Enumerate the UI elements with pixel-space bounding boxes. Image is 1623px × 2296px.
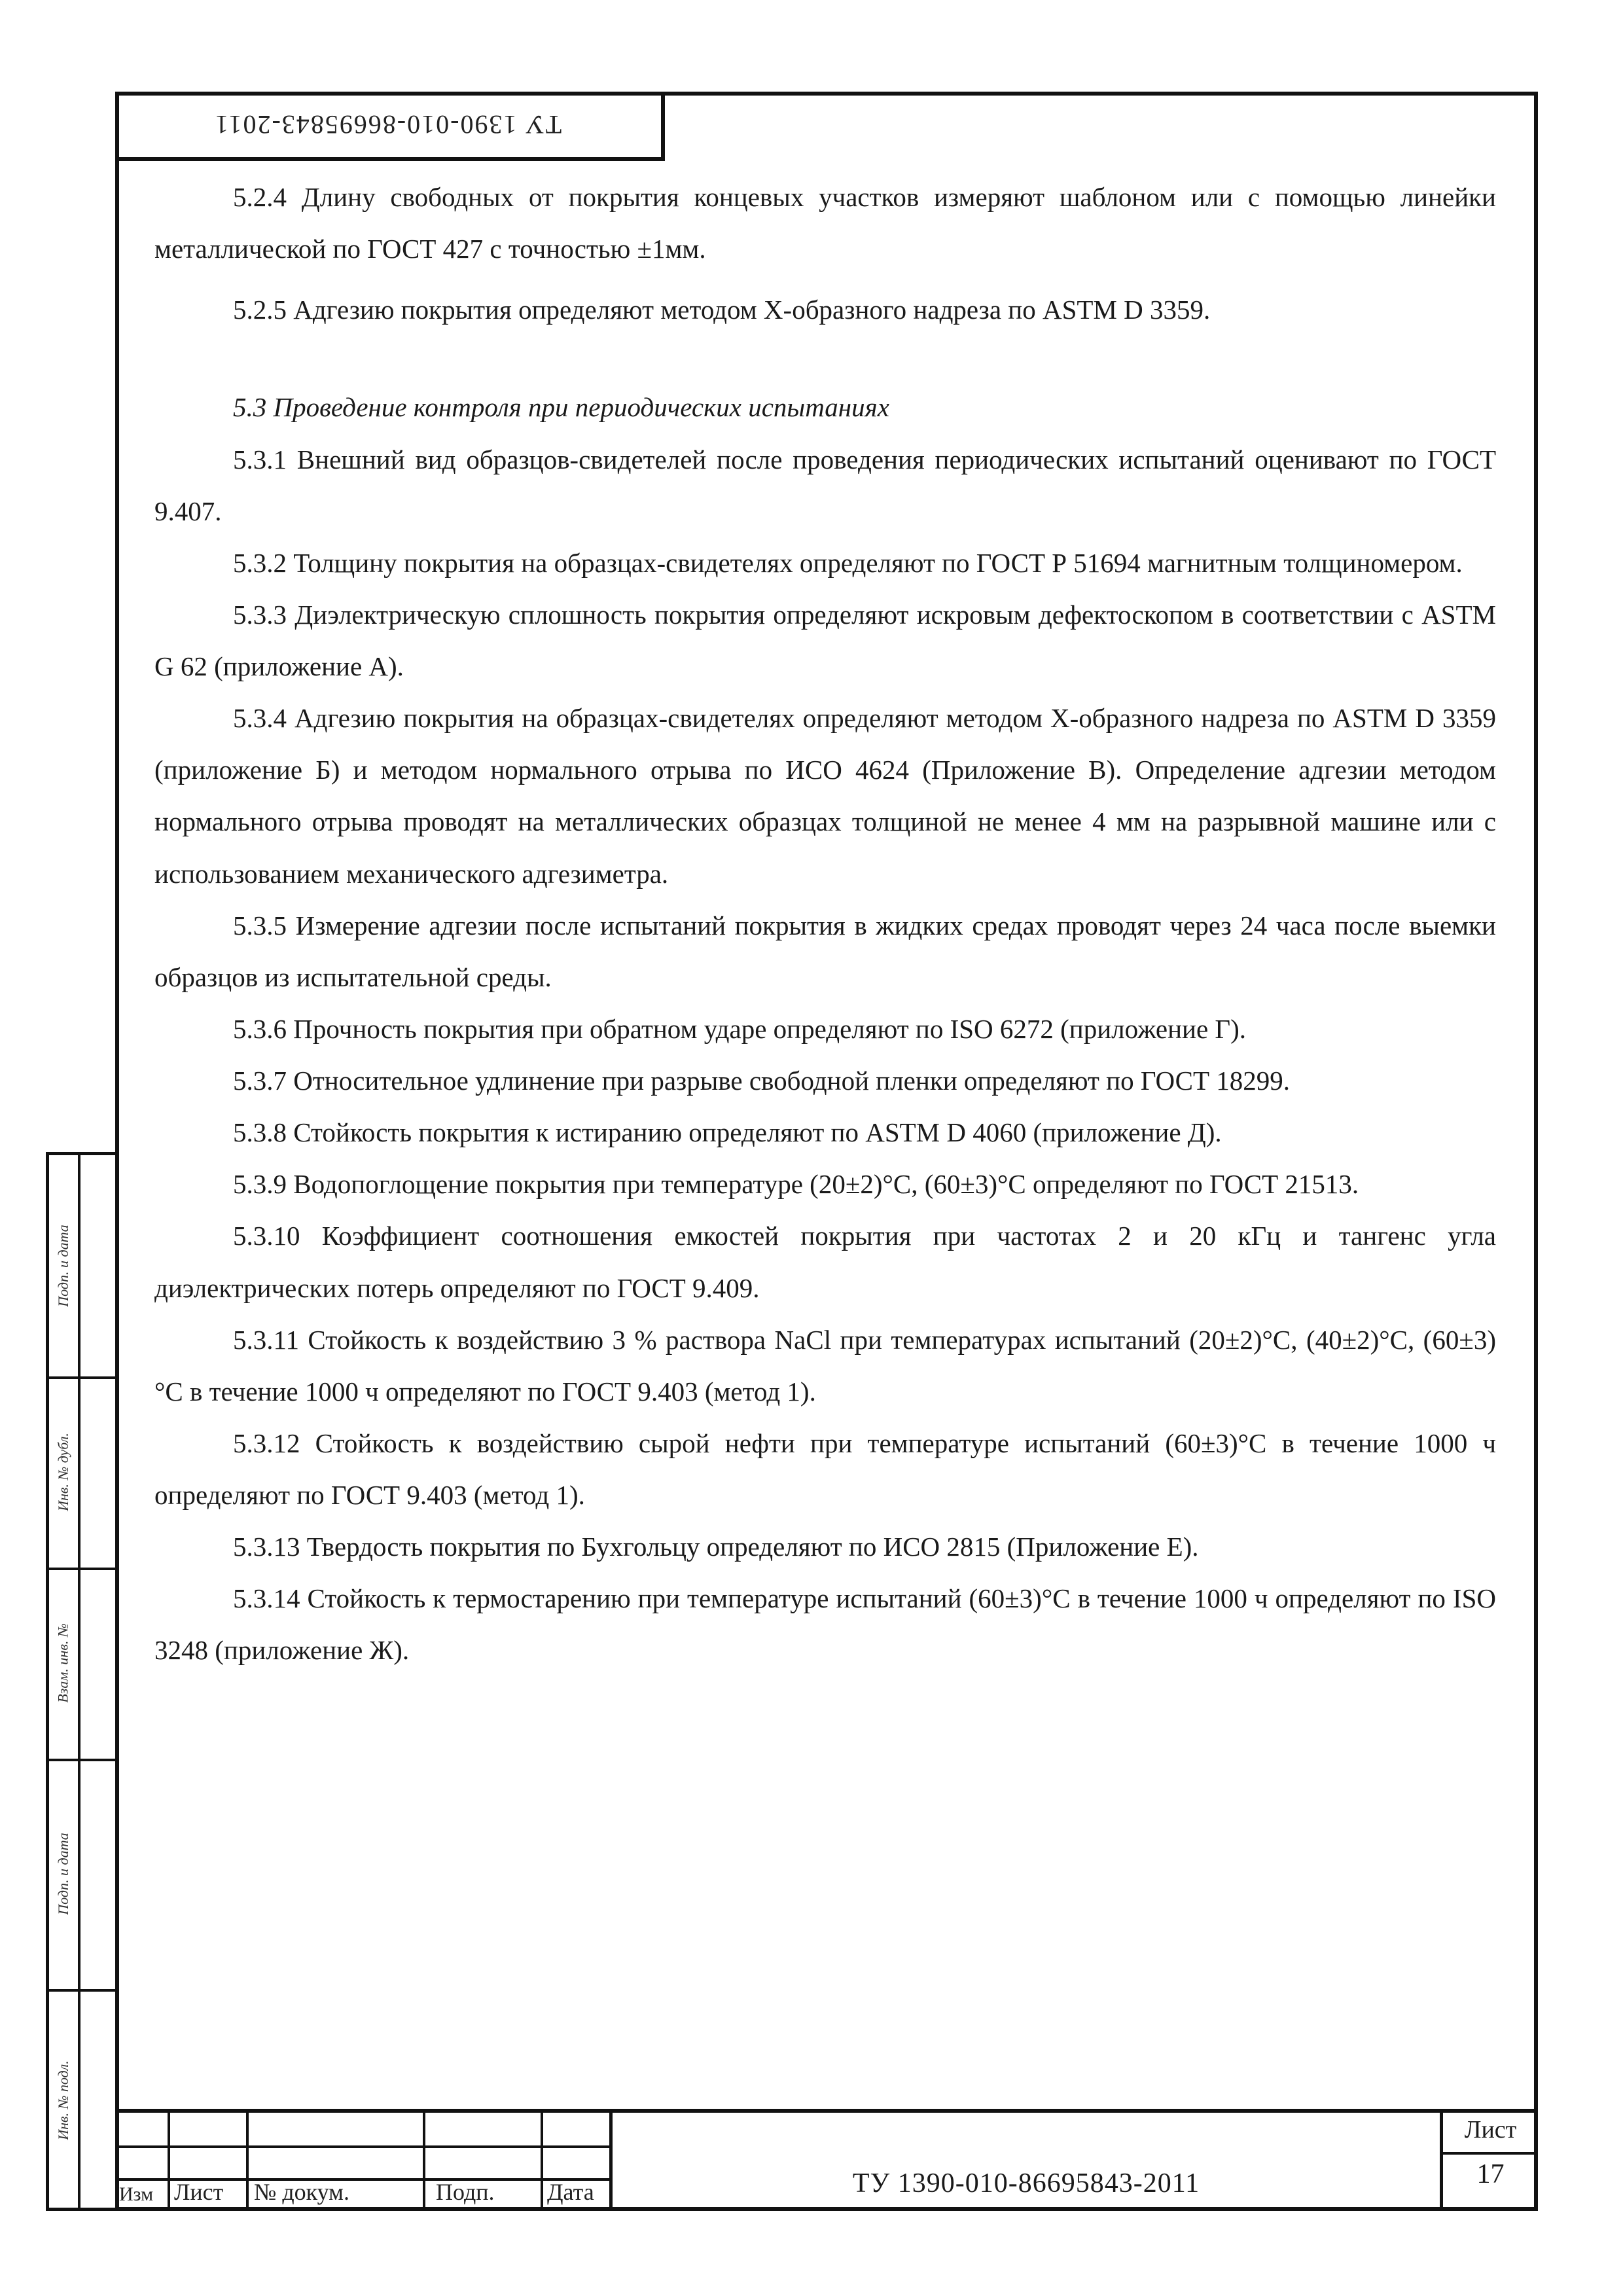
paragraph: 5.3.9 Водопоглощение покрытия при температуре (20±2)°С, (60±3)°С определяют по ГОСТ 21513.	[233, 1169, 1359, 1200]
sheet-number: 17	[1476, 2159, 1505, 2189]
title-block	[115, 2109, 1538, 2211]
label-date: Дата	[547, 2179, 594, 2205]
strip-divider	[78, 1155, 80, 2208]
top-stamp	[115, 92, 665, 161]
paragraph: 5.3.14 Стойкость к термостарению при температуре испытаний (60±3)°С в течение 1000 ч определяют по ISO 3248 (приложение Ж).	[154, 1583, 1496, 1666]
grid-col-line	[168, 2113, 170, 2211]
paragraph: 5.3.2 Толщину покрытия на образцах-свидетелях определяют по ГОСТ Р 51694 магнитным толщиномером.	[233, 547, 1463, 578]
strip-label: Взам. инв. №	[55, 1623, 71, 1703]
title-block-grid	[115, 2113, 613, 2211]
document-code: ТУ 1390-010-86695843-2011	[852, 2168, 1200, 2198]
strip-label: Подп. и дата	[55, 1833, 72, 1915]
grid-col-line	[423, 2113, 425, 2211]
label-doc-number: № докум.	[254, 2179, 349, 2205]
left-side-strip	[46, 1152, 119, 2211]
strip-label: Инв. № подл.	[55, 2060, 71, 2140]
paragraph: 5.3.10 Коэффициент соотношения емкостей покрытия при частотах 2 и 20 кГц и тангенс угла диэлектрических потерь определяют по ГОСТ 9.409.	[154, 1221, 1496, 1303]
section-heading: 5.3 Проведение контроля при периодических испытаниях	[233, 392, 889, 423]
strip-label: Подп. и дата	[55, 1225, 72, 1307]
paragraph: 5.3.6 Прочность покрытия при обратном ударе определяют по ISO 6272 (приложение Г).	[233, 1013, 1247, 1044]
top-stamp-text: ТУ 1390-010-86695843-2011	[214, 109, 562, 139]
paragraph: 5.3.3 Диэлектрическую сплошность покрытия определяют искровым дефектоскопом в соответствии с ASTM G 62 (приложение А).	[154, 599, 1496, 681]
sheet-cell	[1440, 2113, 1538, 2211]
strip-label: Инв. № дубл.	[55, 1433, 71, 1511]
paragraph: 5.2.5 Адгезию покрытия определяют методом Х-образного надреза по ASTM D 3359.	[233, 295, 1211, 325]
paragraph: 5.3.11 Стойкость к воздействию 3 % раствора NaCl при температурах испытаний (20±2)°С, (40±2)°С, (60±3)°С в течение 1000 ч определяют по ГОСТ 9.403 (метод 1).	[154, 1324, 1496, 1407]
label-izm: Изм	[119, 2183, 154, 2205]
paragraph: 5.3.12 Стойкость к воздействию сырой нефти при температуре испытаний (60±3)°С в течение 1000 ч определяют по ГОСТ 9.403 (метод 1).	[154, 1427, 1496, 1510]
paragraph: 5.3.5 Измерение адгезии после испытаний покрытия в жидких средах проводят через 24 часа после выемки образцов из испытательной среды.	[154, 910, 1496, 992]
paragraph: 5.3.4 Адгезию покрытия на образцах-свидетелях определяют методом Х-образного надреза по ASTM D 3359 (приложение Б) и методом нормального отрыва по ИСО 4624 (Приложение В). Определение адгезии методом нормального отрыва проводят на металлических образцах толщиной не менее 4 мм на разрывной машине или с использованием механического адгезиметра.	[154, 703, 1496, 889]
paragraph: 5.2.4 Длину свободных от покрытия концевых участков измеряют шаблоном или с помощью линейки металлической по ГОСТ 427 с точностью ±1мм.	[154, 182, 1496, 264]
document-body	[154, 171, 1496, 1677]
grid-col-line	[541, 2113, 543, 2211]
sheet-label: Лист	[1443, 2115, 1538, 2155]
grid-col-line	[246, 2113, 249, 2211]
paragraph: 5.3.8 Стойкость покрытия к истиранию определяют по ASTM D 4060 (приложение Д).	[233, 1117, 1222, 1148]
grid-row-line	[115, 2145, 609, 2148]
paragraph: 5.3.1 Внешний вид образцов-свидетелей после проведения периодических испытаний оценивают по ГОСТ 9.407.	[154, 444, 1496, 526]
paragraph: 5.3.13 Твердость покрытия по Бухгольцу определяют по ИСО 2815 (Приложение Е).	[233, 1532, 1199, 1562]
label-list: Лист	[174, 2179, 224, 2205]
paragraph: 5.3.7 Относительное удлинение при разрыве свободной пленки определяют по ГОСТ 18299.	[233, 1066, 1291, 1096]
label-signature: Подп.	[436, 2179, 495, 2205]
